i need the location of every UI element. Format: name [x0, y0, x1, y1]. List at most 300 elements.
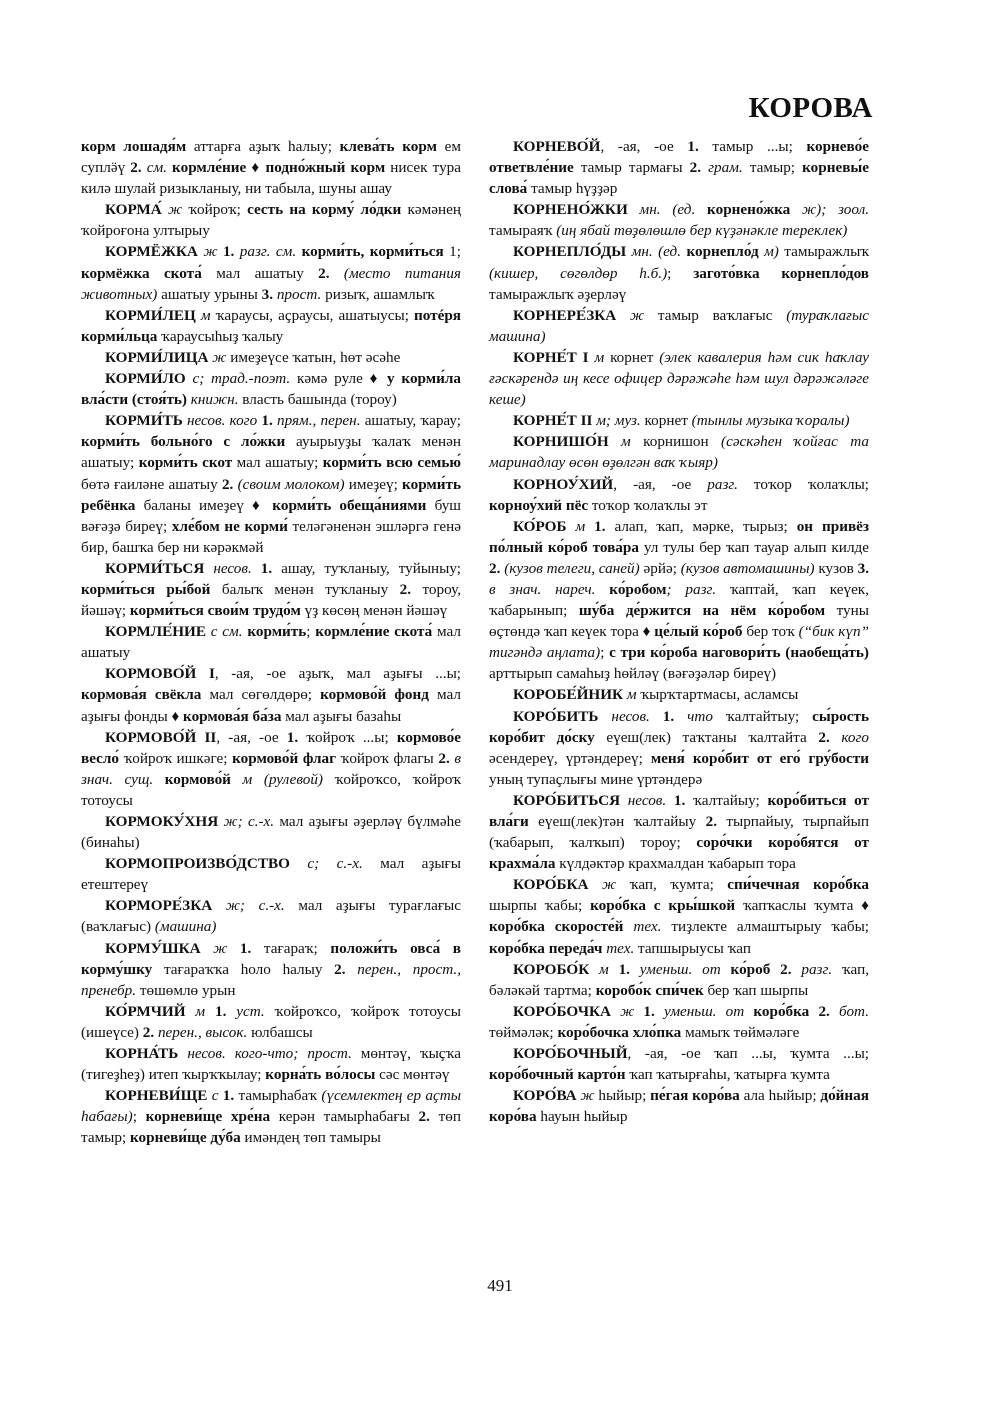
- dictionary-entry: [489, 199, 869, 241]
- translation-text: әрйә;: [639, 559, 681, 577]
- grammar-note: см.: [141, 159, 173, 177]
- headword: КОРМОВО́Й I: [105, 665, 215, 683]
- grammar-note: ; разг.: [666, 580, 730, 598]
- grammar-note: (кишер, сөгөлдөр һ.б.): [489, 264, 668, 282]
- dictionary-entry: [81, 1043, 461, 1085]
- example-phrase: 2.: [399, 580, 412, 598]
- dictionary-entry: [489, 684, 869, 705]
- grammar-note: (тынлы музыка ҡоралы): [691, 412, 850, 430]
- dictionary-entry: [81, 727, 461, 811]
- grammar-note: в знач. нареч.: [489, 580, 610, 598]
- grammar-note: ж: [610, 1002, 644, 1020]
- example-phrase: корми́ться ры́бой: [81, 580, 211, 598]
- example-phrase: 2.: [142, 1023, 155, 1041]
- example-phrase: коро́бка переда́ч: [489, 939, 603, 957]
- translation-text: ҡойроҡ флагы: [336, 749, 439, 767]
- example-phrase: 1.: [239, 939, 252, 957]
- dictionary-entry: [489, 959, 869, 1001]
- grammar-note: м: [623, 686, 641, 704]
- translation-text: төшөмлө урын: [139, 981, 236, 999]
- example-phrase: 2.: [705, 813, 717, 830]
- running-head: КОРОВА: [748, 92, 873, 124]
- grammar-note: мн. (ед.: [626, 243, 687, 261]
- translation-text: еүеш(лек)тән ҡалтайыу: [528, 813, 706, 830]
- translation-text: ҡойроҡсо, ҡойроҡ тотоусы (ишеүсе): [81, 1002, 461, 1041]
- dictionary-entry: [81, 199, 461, 241]
- example-phrase: кормле́ние скота́: [315, 623, 433, 641]
- translation-text: корнет: [610, 348, 660, 366]
- headword: КОРМИ́ТЬСЯ: [105, 559, 205, 577]
- translation-text: тырпайыу, тырпайып (ҡабарып, ҡалҡып) тороу;: [489, 813, 869, 852]
- translation-text: , -ая, -ое: [613, 475, 708, 493]
- translation-text: кузов: [814, 559, 858, 577]
- example-phrase: 1.: [618, 960, 630, 978]
- translation-text: 1;: [443, 243, 461, 261]
- grammar-note: тех.: [602, 939, 639, 957]
- dictionary-entry: [81, 938, 461, 1001]
- left-column: [81, 136, 461, 1149]
- headword: КОРНЕ́Т II: [513, 412, 593, 430]
- example-phrase: корми́ть, корми́ться: [301, 243, 444, 261]
- headword: КОРМОКУ́ХНЯ: [105, 813, 219, 830]
- example-phrase: 2.: [334, 960, 346, 978]
- example-phrase: корнепло́д: [686, 243, 759, 261]
- translation-text: туны өҫтөндә ҡап кеүек тора: [489, 602, 869, 641]
- translation-text: ҡойроҡсо, ҡойроҡ тотоусы: [81, 770, 461, 809]
- example-phrase: кормово́е весло́: [81, 728, 461, 767]
- translation-text: мал ашатыу: [81, 623, 461, 662]
- grammar-note: что: [674, 707, 726, 725]
- headword: КОРО́БИТЬСЯ: [513, 791, 621, 809]
- grammar-note: ж); зоол.: [790, 201, 869, 219]
- translation-text: ҡараусыһыҙ ҡалыу: [157, 327, 284, 345]
- translation-text: тамырһабаҡ: [234, 1087, 322, 1105]
- example-phrase: загото́вка корнепло́дов: [693, 264, 869, 282]
- translation-text: баланы имеҙеү: [135, 496, 252, 514]
- translation-text: ашатыу урыны: [157, 285, 262, 303]
- grammar-note: (тураҡлағыс машина): [489, 306, 869, 345]
- translation-text: ҡойроҡ ишкәге;: [118, 749, 233, 767]
- example-phrase: 3.: [857, 559, 869, 577]
- translation-text: , -ая, -ое ҡап ...ы, ҡумта ...ы;: [627, 1045, 869, 1063]
- grammar-note: ж: [161, 201, 189, 219]
- grammar-note: несов.: [204, 559, 261, 577]
- headword: КОРНИШО́Н: [513, 433, 609, 451]
- example-phrase: корм лошадя́м: [81, 138, 187, 155]
- grammar-note: разг.: [707, 475, 754, 493]
- example-phrase: хле́бом не корми́: [171, 517, 288, 535]
- translation-text: тоҡор ҡолаҡлы эт: [588, 496, 708, 514]
- example-phrase: коро́бочный карто́н: [489, 1066, 626, 1084]
- grammar-note: кого: [829, 728, 869, 746]
- translation-text: ул тулы бер ҡап тауар алып килде: [638, 538, 869, 556]
- headword: КОРМОПРОИЗВО́ДСТВО: [105, 855, 290, 873]
- dictionary-entry: [81, 241, 461, 304]
- dictionary-entry: [81, 368, 461, 410]
- example-phrase: 2.: [818, 728, 830, 746]
- grammar-note: ж: [588, 876, 630, 894]
- example-phrase: потéря корми́льца: [81, 306, 461, 345]
- example-phrase: кормова́я свёкла: [81, 686, 202, 704]
- grammar-note: уст.: [226, 1002, 275, 1020]
- grammar-note: грам.: [701, 159, 750, 177]
- translation-text: , -ая, -ое: [216, 728, 287, 746]
- translation-text: төп тамыр;: [81, 1108, 461, 1147]
- grammar-note: (машина): [154, 918, 217, 936]
- example-phrase: 2.: [221, 475, 234, 493]
- page-number: 491: [487, 1276, 513, 1295]
- example-phrase: спи́чечная коро́бка: [727, 876, 869, 894]
- example-phrase: ко́роб: [730, 960, 771, 978]
- grammar-note: (место питания животных): [81, 264, 461, 303]
- translation-text: ;: [667, 264, 694, 282]
- example-phrase: корми́ть: [247, 623, 307, 641]
- headword: КОРО́БКА: [513, 876, 589, 894]
- headword: КОРНЕВО́Й: [513, 138, 601, 155]
- translation-text: ҡараусы, аҫраусы, ашатыусы;: [215, 306, 414, 324]
- example-phrase: кормово́й фонд: [320, 686, 429, 704]
- grammar-note: уменьш. от: [654, 1002, 754, 1020]
- translation-text: , -ая, -ое: [600, 138, 688, 155]
- dictionary-entry: [489, 874, 869, 958]
- dictionary-entry: [489, 241, 869, 304]
- translation-text: тамыраяҡ: [489, 222, 557, 240]
- grammar-note: ж: [576, 1087, 599, 1105]
- example-phrase: ко́робом: [609, 580, 667, 598]
- example-phrase: кормле́ние ♦ подно́жный корм: [172, 159, 386, 177]
- translation-text: мал аҙығы базаһы: [281, 707, 402, 725]
- translation-text: мал аҙығы фонды: [81, 686, 461, 725]
- translation-text: мал ашатыу: [201, 264, 319, 282]
- headword: КОРНЕРЕ́ЗКА: [513, 306, 617, 324]
- example-phrase: клева́ть корм: [339, 138, 437, 155]
- example-phrase: корна́ть во́лосы: [265, 1066, 376, 1084]
- translation-text: керән тамырһабағы: [270, 1108, 419, 1126]
- example-phrase: пе́гая коро́ва: [650, 1087, 740, 1105]
- dictionary-entry: [489, 1043, 869, 1085]
- translation-text: имеҙеүсе ҡатын, һөт әсәһе: [230, 348, 401, 366]
- headword: КОРО́БИТЬ: [513, 707, 599, 725]
- grammar-note: прям., перен.: [272, 412, 365, 430]
- example-phrase: 2.: [780, 960, 792, 978]
- headword: КОРНЕНО́ЖКИ: [513, 201, 628, 219]
- example-phrase: 1.: [222, 1087, 235, 1105]
- example-phrase: корми́ться свои́м трудо́м: [129, 602, 301, 620]
- translation-text: ҡырҡтартмасы, асламсы: [640, 686, 799, 704]
- grammar-note: (кузов телеги, саней): [500, 559, 640, 577]
- translation-text: ҡап, ҡумта;: [629, 876, 728, 894]
- grammar-note: (иң ябай төҙөлөшлө бер күҙәнәкле тереклек): [556, 222, 848, 240]
- translation-text: мал ашатыу;: [232, 454, 323, 472]
- grammar-note: ж; с.-х.: [218, 813, 280, 830]
- translation-text: әсендереү, үртәндереү;: [489, 749, 651, 767]
- translation-text: алап, ҡап, мәрке, тырыз;: [605, 517, 797, 535]
- translation-text: ала һыйыр;: [739, 1087, 821, 1105]
- translation-text: тамыр тармағы: [573, 159, 690, 177]
- grammar-note: несов.: [598, 707, 663, 725]
- example-phrase: ♦ корми́ть обеща́ниями: [252, 496, 427, 514]
- grammar-note: разг.: [791, 960, 842, 978]
- headword: КОРМОВО́Й II: [105, 728, 217, 746]
- example-phrase: 1.: [286, 728, 299, 746]
- example-phrase: корневи́ще хре́на: [145, 1108, 271, 1126]
- headword: КОРО́БОЧКА: [513, 1002, 611, 1020]
- dictionary-entry: [81, 410, 461, 558]
- translation-text: тамыр һүҙҙәр: [527, 180, 618, 198]
- grammar-note: тех.: [623, 918, 672, 936]
- translation-text: ;: [306, 623, 316, 641]
- example-phrase: 1.: [687, 138, 699, 155]
- headword: КОРМИ́ТЬ: [105, 412, 183, 430]
- headword: КОРОБЕ́ЙНИК: [513, 686, 624, 704]
- headword: КОРМОРЕ́ЗКА: [105, 897, 213, 915]
- translation-text: кәмә руле: [296, 370, 370, 388]
- translation-text: ҡойроҡ ...ы;: [298, 728, 397, 746]
- translation-text: тағараҡ;: [251, 939, 331, 957]
- grammar-note: ж; с.-х.: [212, 897, 299, 915]
- headword: КОРО́ВА: [513, 1087, 577, 1105]
- example-phrase: 2.: [489, 559, 501, 577]
- example-phrase: корневи́ще ду́ба: [130, 1129, 241, 1147]
- translation-text: ҡалтайыу;: [685, 791, 768, 809]
- translation-text: тамыр;: [749, 159, 803, 177]
- example-phrase: ♦ це́лый ко́роб: [642, 623, 743, 641]
- headword: КОРМЛЕ́НИЕ: [105, 623, 206, 641]
- translation-text: мал аҙығы турағлағыс (ваҡлағыс): [81, 897, 461, 936]
- translation-text: имәндең төп тамыры: [240, 1129, 381, 1147]
- translation-text: ем суплӛү: [81, 138, 461, 177]
- grammar-note: с; с.-х.: [289, 855, 381, 873]
- example-phrase: 2.: [818, 1002, 830, 1020]
- translation-text: төймәләк;: [489, 1023, 558, 1041]
- grammar-note: прост.: [273, 285, 326, 303]
- example-phrase: корневы́е слова́: [489, 159, 869, 198]
- example-phrase: корми́ть всю семью́: [322, 454, 461, 472]
- translation-text: арттырып самаһыҙ һөйләү (вәғәҙәләр биреү): [489, 665, 777, 683]
- headword: КОРМА́: [105, 201, 162, 219]
- translation-text: ҡап ҡатырғаһы, ҡатырға ҡумта: [625, 1066, 830, 1084]
- grammar-note: с; трад.-поэт.: [185, 370, 297, 388]
- dictionary-entry: [81, 558, 461, 621]
- grammar-note: мн. (ед.: [627, 201, 708, 219]
- dictionary-entry: [489, 474, 869, 516]
- translation-text: ризыҡ, ашамлыҡ: [325, 285, 435, 303]
- grammar-note: ж: [197, 243, 223, 261]
- example-phrase: он привёз по́лный ко́роб това́ра: [489, 517, 869, 556]
- example-phrase: соро́чки коро́бятся от крахма́ла: [489, 834, 869, 873]
- translation-text: ҡалтайтыу;: [725, 707, 813, 725]
- dictionary-entry: [489, 790, 869, 874]
- grammar-note: (“бик күп” тигәндә аңлата): [489, 623, 869, 662]
- headword: КОРМИ́ЛЕЦ: [105, 306, 196, 324]
- translation-text: бер ҡап шырпы: [703, 981, 809, 999]
- translation-text: аттарға аҙыҡ һалыу;: [186, 138, 340, 155]
- translation-text: һауын һыйыр: [536, 1108, 628, 1126]
- headword: КОРНА́ТЬ: [105, 1045, 179, 1063]
- translation-text: күлдәктәр крахмалдан ҡабарып тора: [555, 855, 796, 873]
- example-phrase: 2.: [130, 159, 142, 177]
- translation-text: власть башында (тороу): [242, 391, 397, 409]
- dictionary-entry: [489, 305, 869, 347]
- grammar-note: книжн.: [187, 391, 243, 409]
- headword: КОРНОУ́ХИЙ: [513, 475, 614, 493]
- dictionary-entry: [489, 516, 869, 685]
- example-phrase: коро́бка: [753, 1002, 810, 1020]
- grammar-note: (своим молоком): [233, 475, 345, 493]
- example-phrase: кормёжка скота́: [81, 264, 202, 282]
- grammar-note: несов.: [620, 791, 674, 809]
- headword: КОРОБО́К: [513, 960, 590, 978]
- dictionary-entry: [489, 347, 869, 410]
- translation-text: [770, 961, 780, 978]
- grammar-note: в знач. сущ.: [81, 749, 461, 788]
- dictionary-entry: [81, 305, 461, 347]
- translation-text: мамыҡ төймәләге: [681, 1023, 800, 1041]
- grammar-note: м: [195, 306, 216, 324]
- dictionary-entry: [81, 1085, 461, 1148]
- example-phrase: корми́ть ребёнка: [81, 475, 461, 514]
- dictionary-entry: [81, 811, 461, 853]
- translation-text: тамыражлыҡ әҙерләү: [489, 285, 627, 303]
- grammar-note: (элек кавалерия һәм сик һаҡлау ғәскәрендә иң кесе офицер дәрәжәһе һәм шул дәрәжәләге кеше): [489, 348, 869, 409]
- translation-text: ;: [132, 1108, 146, 1126]
- headword: КОРМИ́ЛО: [105, 370, 186, 388]
- example-phrase: коробо́к спи́чек: [595, 981, 704, 999]
- translation-text: шырпы ҡабы;: [489, 897, 591, 915]
- example-phrase: с три ко́роба наговори́ть (наобеща́ть): [609, 644, 869, 662]
- translation-text: нисек тура килә шулай ризыкланыу, ни табыла, шуны ашау: [81, 159, 461, 198]
- dictionary-entry: [81, 853, 461, 895]
- example-phrase: 1.: [215, 1002, 227, 1020]
- dictionary-entry: [489, 1001, 869, 1043]
- translation-text: еүеш(лек) таҡтаны ҡалтайта: [594, 728, 819, 746]
- grammar-note: м: [185, 1002, 216, 1020]
- dictionary-entry: [81, 136, 461, 199]
- example-phrase: 3.: [261, 285, 274, 303]
- headword: КОРМУ́ШКА: [105, 939, 201, 957]
- headword: КОРНЕВИ́ЩЕ: [105, 1087, 208, 1105]
- example-phrase: ♦ у корми́ла вла́сти (стоя́ть): [81, 370, 461, 409]
- example-phrase: ♦ коро́бка скоросте́й: [489, 897, 869, 936]
- example-phrase: коро́бочка хло́пка: [557, 1023, 682, 1041]
- dictionary-entry: [81, 895, 461, 937]
- example-phrase: 2.: [438, 749, 450, 767]
- example-phrase: 2.: [318, 264, 330, 282]
- translation-text: корнишон: [643, 433, 722, 451]
- translation-text: ҡап, бәләкәй тартма;: [489, 960, 869, 999]
- grammar-note: м): [758, 243, 785, 261]
- grammar-note: перен., высок.: [154, 1023, 252, 1041]
- translation-text: тиҙлекте алмаштырыу ҡабы;: [671, 918, 870, 936]
- example-phrase: меня́ коро́бит от его́ гру́бости: [650, 749, 869, 767]
- translation-text: балыҡ менән туҡланыу: [210, 580, 400, 598]
- grammar-note: (кузов автомашины): [680, 559, 815, 577]
- example-phrase: коро́биться от вла́ги: [489, 791, 869, 830]
- example-phrase: кормово́й флаг: [232, 749, 336, 767]
- translation-text: бер тоҡ: [742, 623, 799, 641]
- example-phrase: 2.: [689, 159, 702, 177]
- example-phrase: 1.: [643, 1002, 655, 1020]
- example-phrase: до́йная коро́ва: [489, 1087, 869, 1126]
- dictionary-entry: [81, 663, 461, 726]
- translation-text: тапшырыусы ҡап: [638, 939, 751, 957]
- translation-text: үҙ көсөң менән йәшәү: [300, 602, 448, 620]
- dictionary-entry: [81, 621, 461, 663]
- grammar-note: перен., прост., пренебр.: [81, 960, 461, 999]
- grammar-note: (сәскәһен ҡойғас та маринадлау өсөн өҙөлгән ваҡ ҡыяр): [489, 433, 870, 472]
- dictionary-entry: [489, 1085, 869, 1127]
- grammar-note: м: [608, 433, 644, 451]
- grammar-note: м: [566, 517, 595, 535]
- translation-text: мөнтәү, ҡыҫҡа (тигеҙһеҙ) итеп ҡырҡҡылау;: [81, 1045, 461, 1084]
- translation-text: ҡойроҡ;: [188, 201, 248, 219]
- grammar-note: уменьш. от: [629, 960, 731, 978]
- translation-text: тоҡор ҡолаҡлы;: [753, 475, 869, 493]
- grammar-note: с см.: [205, 623, 248, 641]
- translation-text: мал аҙығы әҙерләү бүлмәһе (бинаһы): [81, 813, 461, 852]
- dictionary-entry: [81, 347, 461, 368]
- grammar-note: несов. кого-что; прост.: [178, 1045, 361, 1063]
- translation-text: бөтә ғаиләне ашатыу: [81, 475, 222, 493]
- example-phrase: 1.: [662, 707, 675, 725]
- dictionary-entry: [489, 410, 869, 431]
- dictionary-entry: [489, 431, 869, 473]
- translation-text: сәс мөнтәү: [375, 1066, 450, 1084]
- grammar-note: несов. кого: [182, 412, 262, 430]
- headword: КО́РМЧИЙ: [105, 1002, 186, 1020]
- headword: КОРНЕПЛО́ДЫ: [513, 243, 627, 261]
- translation-text: ашау, туҡланыу, туйыныу;: [272, 559, 461, 577]
- translation-text: , -ая, -ое аҙыҡ, мал аҙығы ...ы;: [214, 665, 462, 683]
- headword: КОРО́БОЧНЫЙ: [513, 1045, 628, 1063]
- translation-text: ҡапҡаслы ҡумта: [735, 897, 862, 915]
- example-phrase: 1.: [222, 243, 235, 261]
- translation-text: теләгәненән эшләргә генә бир, башҡа бер ни кәрәкмәй: [81, 517, 461, 556]
- grammar-note: ж: [616, 306, 658, 324]
- example-phrase: корноу́хий пёс: [489, 496, 589, 514]
- grammar-note: с: [207, 1087, 223, 1105]
- translation-text: мал сөгөлдөрө;: [201, 686, 321, 704]
- translation-text: ҡаптай, ҡап кеүек, ҡабарынып;: [489, 580, 869, 620]
- example-phrase: 2.: [418, 1108, 430, 1126]
- translation-text: мал аҙығы етештереү: [81, 855, 461, 894]
- translation-text: тамыр ваҡлағыс: [657, 306, 787, 324]
- translation-text: тамыражлыҡ: [784, 243, 869, 261]
- translation-text: корнет: [644, 412, 692, 430]
- grammar-note: разг. см.: [234, 243, 302, 261]
- grammar-note: бот.: [829, 1002, 869, 1020]
- translation-text: ауырыуҙы ҡалаҡ менән ашатыу;: [81, 433, 461, 472]
- grammar-note: ж: [200, 939, 240, 957]
- translation-text: тамыр ...ы;: [698, 138, 807, 155]
- headword: КОРНЕ́Т I: [513, 348, 589, 366]
- dictionary-entry: [489, 136, 869, 199]
- example-phrase: 1.: [673, 791, 686, 809]
- right-column: [489, 136, 869, 1127]
- headword: КОРМИ́ЛИЦА: [105, 348, 209, 366]
- grammar-note: ж: [208, 348, 231, 366]
- example-phrase: ♦ кормова́я ба́за: [171, 707, 282, 725]
- grammar-note: м (рулевой): [230, 770, 335, 788]
- headword: КОРМЁЖКА: [105, 243, 198, 261]
- translation-text: уның тупаҫлығы мине үртәндерә: [489, 770, 703, 788]
- translation-text: буш вәғәҙә биреү;: [81, 496, 462, 535]
- translation-text: ;: [600, 644, 610, 662]
- grammar-note: м: [589, 960, 619, 978]
- example-phrase: корнево́е ответвле́ние: [489, 138, 869, 177]
- translation-text: имеҙеү;: [344, 475, 403, 493]
- example-phrase: корми́ть скот: [138, 454, 233, 472]
